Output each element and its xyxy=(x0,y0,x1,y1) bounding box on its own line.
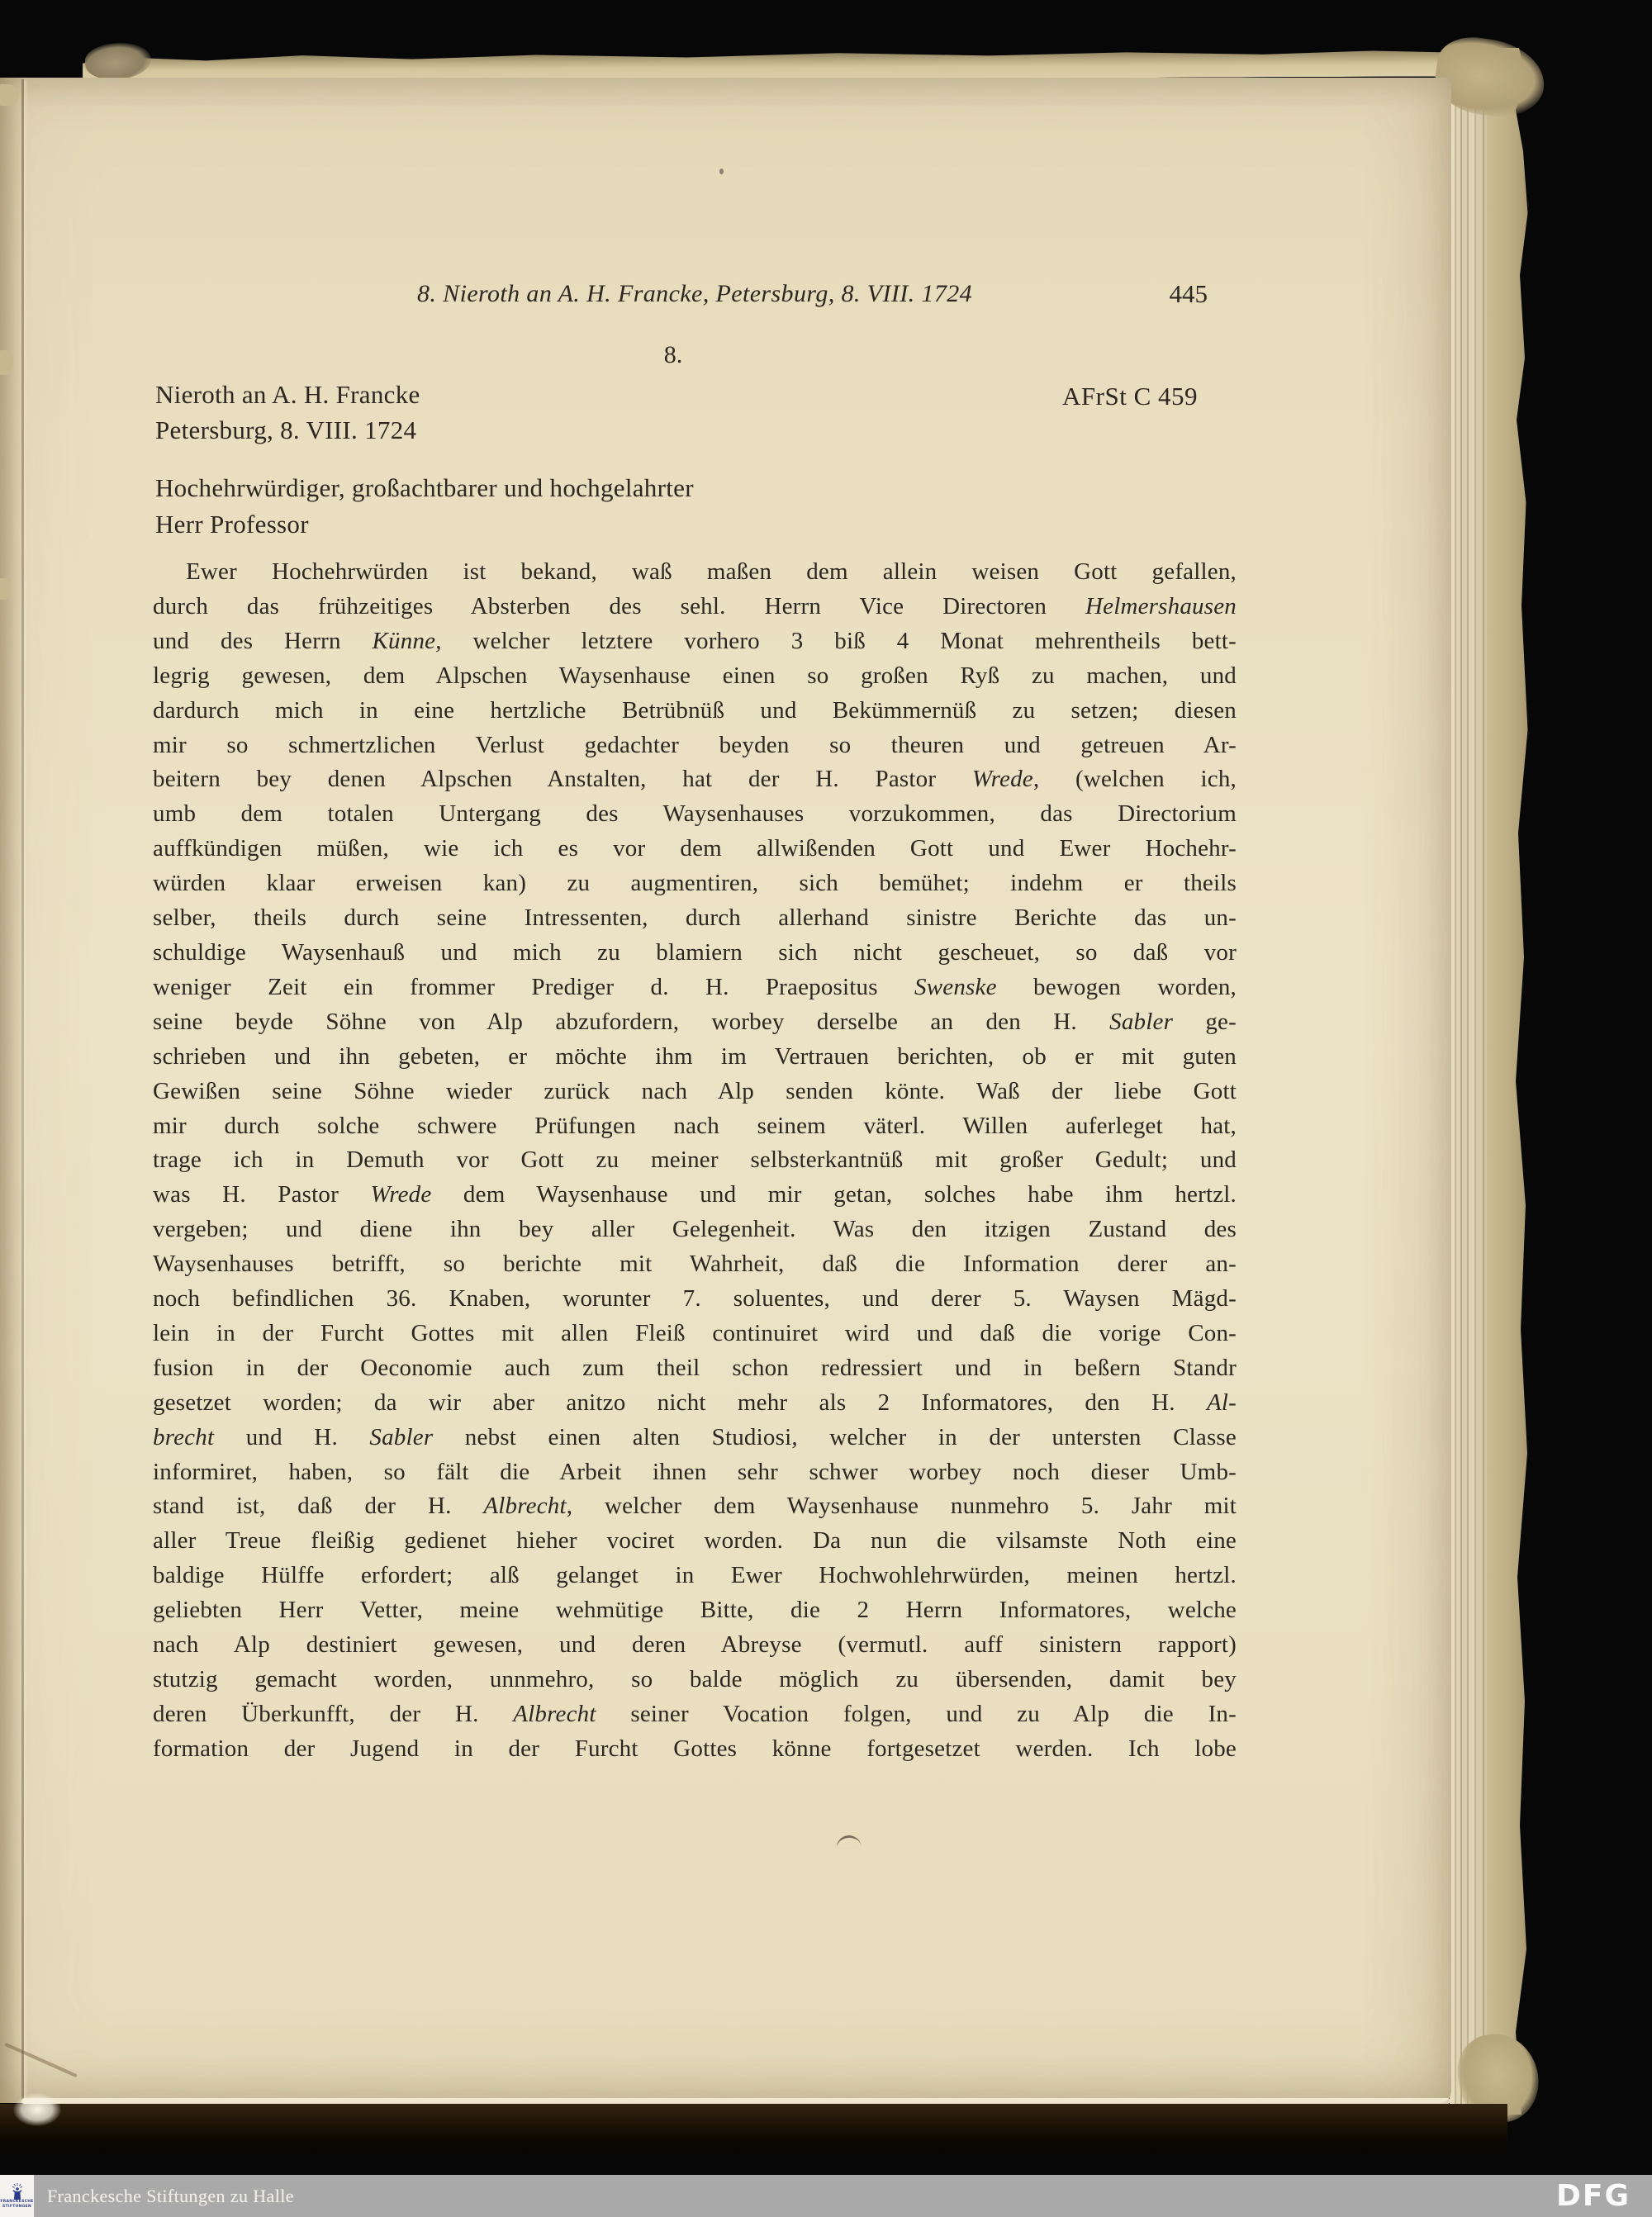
franckesche-stiftungen-emblem-icon xyxy=(11,2183,24,2200)
body-line: mir durch solche schwere Prüfungen nach seinem väterl. Willen auferleget hat, xyxy=(153,1112,1237,1139)
body-line: Ewer Hochehrwürden ist bekand, waß maßen dem allein weisen Gott gefallen, xyxy=(186,558,1237,585)
body-line: würden klaar erweisen kan) zu augmentiren, sich bemühet; indehm er theils xyxy=(153,870,1237,897)
body-line: Gewißen seine Söhne wieder zurück nach Alp senden könte. Waß der liebe Gott xyxy=(153,1077,1237,1104)
body-line: fusion in der Oeconomie auch zum theil schon redressiert und in beßern Standr xyxy=(153,1354,1237,1381)
archive-reference: AFrSt C 459 xyxy=(1062,382,1198,411)
body-line: schuldige Waysenhauß und mich zu blamiern sich nicht gescheuet, so daß vor xyxy=(153,938,1237,966)
body-line: noch befindlichen 36. Knaben, worunter 7. soluentes, und derer 5. Waysen Mägd- xyxy=(153,1285,1237,1313)
body-line: weniger Zeit ein frommer Prediger d. H. Praepositus Swenske bewogen worden, xyxy=(153,973,1237,1000)
body-line: beitern bey denen Alpschen Anstalten, hat der H. Pastor Wrede, (welchen ich, xyxy=(153,766,1237,793)
body-line: umb dem totalen Untergang des Waysenhauses vorzukommen, das Directorium xyxy=(153,800,1237,828)
body-line: informiret, haben, so fält die Arbeit ihnen sehr schwer worbey noch dieser Umb- xyxy=(153,1458,1237,1485)
dfg-logo: DFG xyxy=(1555,2179,1631,2213)
institution-logo xyxy=(0,2175,34,2217)
section-number: 8. xyxy=(663,341,683,368)
paper-tear xyxy=(0,578,11,600)
body-line: seine beyde Söhne von Alp abzufordern, worbey derselbe an den H. Sabler ge- xyxy=(153,1008,1237,1035)
body-line: schrieben und ihn gebeten, er möchte ihm im Vertrauen berichten, ob er mit guten xyxy=(153,1042,1237,1070)
body-line: nach Alp destiniert gewesen, und deren Abreyse (vermutl. auff sinistern rapport) xyxy=(153,1631,1237,1659)
body-line: auffkündigen müßen, wie ich es vor dem allwißenden Gott und Ewer Hochehr- xyxy=(153,835,1237,862)
body-line: lein in der Furcht Gottes mit allen Fleiß continuiret wird und daß die vorige Con- xyxy=(153,1319,1237,1346)
page-bottom-edge xyxy=(21,2098,1450,2104)
body-line: aller Treue fleißig gedienet hieher vociret worden. Da nun die vilsamste Noth eine xyxy=(153,1527,1237,1555)
body-line: stutzig gemacht worden, unnmehro, so balde möglich zu übersenden, damit bey xyxy=(153,1666,1237,1692)
stacked-page-edges xyxy=(1450,46,1491,2116)
body-line: durch das frühzeitiges Absterben des sehl. Herrn Vice Directoren Helmershausen xyxy=(153,592,1237,620)
body-line: selber, theils durch seine Intressenten, durch allerhand sinistre Berichte das un- xyxy=(153,904,1237,932)
gutter-crease-line xyxy=(21,79,24,2101)
running-header: 8. Nieroth an A. H. Francke, Petersburg, 8. VIII. 1724 xyxy=(416,280,973,307)
logo-caption-line-1: FRANCKESCHE xyxy=(0,2200,34,2204)
salutation-line-2: Herr Professor xyxy=(155,510,309,539)
body-line: dardurch mich in eine hertzliche Betrübnüß und Bekümmernüß zu setzen; diesen xyxy=(153,696,1237,724)
body-line: was H. Pastor Wrede dem Waysenhause und mir getan, solches habe ihm hertzl. xyxy=(153,1181,1237,1208)
body-line: baldige Hülffe erfordert; alß gelanget in Ewer Hochwohlehrwürden, meinen hertzl. xyxy=(153,1562,1237,1589)
body-line: mir so schmertzlichen Verlust gedachter beyden so theuren und getreuen Ar- xyxy=(153,731,1237,758)
body-line: geliebten Herr Vetter, meine wehmütige Bitte, die 2 Herrn Informatores, welche xyxy=(153,1597,1237,1624)
paper-tear xyxy=(0,84,18,106)
worn-page-edge xyxy=(1487,48,1528,2115)
sender-line: Nieroth an A. H. Francke xyxy=(155,380,420,409)
paper-speck xyxy=(719,169,724,174)
salutation-line-1: Hochehrwürdiger, großachtbarer und hochgelahrter xyxy=(155,473,694,502)
logo-caption-line-2: STIFTUNGEN xyxy=(2,2204,32,2209)
logo-caption xyxy=(0,2200,33,2209)
body-line: trage ich in Demuth vor Gott zu meiner selbsterkantnüß mit großer Gedult; und xyxy=(153,1146,1237,1174)
institution-label: Franckesche Stiftungen zu Halle xyxy=(47,2186,294,2206)
body-line: stand ist, daß der H. Albrecht, welcher dem Waysenhause nunmehro 5. Jahr mit xyxy=(153,1493,1237,1520)
body-line: Waysenhauses betrifft, so berichte mit Wahrheit, daß die Information derer an- xyxy=(153,1251,1237,1278)
letter-body xyxy=(153,555,1237,1767)
page-number: 445 xyxy=(1169,279,1208,308)
body-line: deren Überkunfft, der H. Albrecht seiner Vocation folgen, und zu Alp die In- xyxy=(153,1700,1237,1727)
body-line: formation der Jugend in der Furcht Gottes könne fortgesetzet werden. Ich lobe xyxy=(153,1735,1237,1762)
paper-tuft xyxy=(13,2093,61,2126)
body-line: und des Herrn Künne, welcher letztere vorhero 3 biß 4 Monat mehrentheils bett- xyxy=(153,627,1237,654)
body-line: gesetzet worden; da wir aber anitzo nicht mehr als 2 Informatores, den H. Al- xyxy=(153,1389,1237,1416)
body-line: vergeben; und diene ihn bey aller Gelegenheit. Was den itzigen Zustand des xyxy=(153,1216,1237,1243)
book-shadow xyxy=(0,2104,1507,2155)
place-date-line: Petersburg, 8. VIII. 1724 xyxy=(155,415,417,444)
paper-tear xyxy=(0,350,13,375)
body-line: brecht und H. Sabler nebst einen alten Studiosi, welcher in der untersten Classe xyxy=(153,1423,1237,1450)
body-line: legrig gewesen, dem Alpschen Waysenhause einen so großen Ryß zu machen, und xyxy=(153,662,1237,689)
